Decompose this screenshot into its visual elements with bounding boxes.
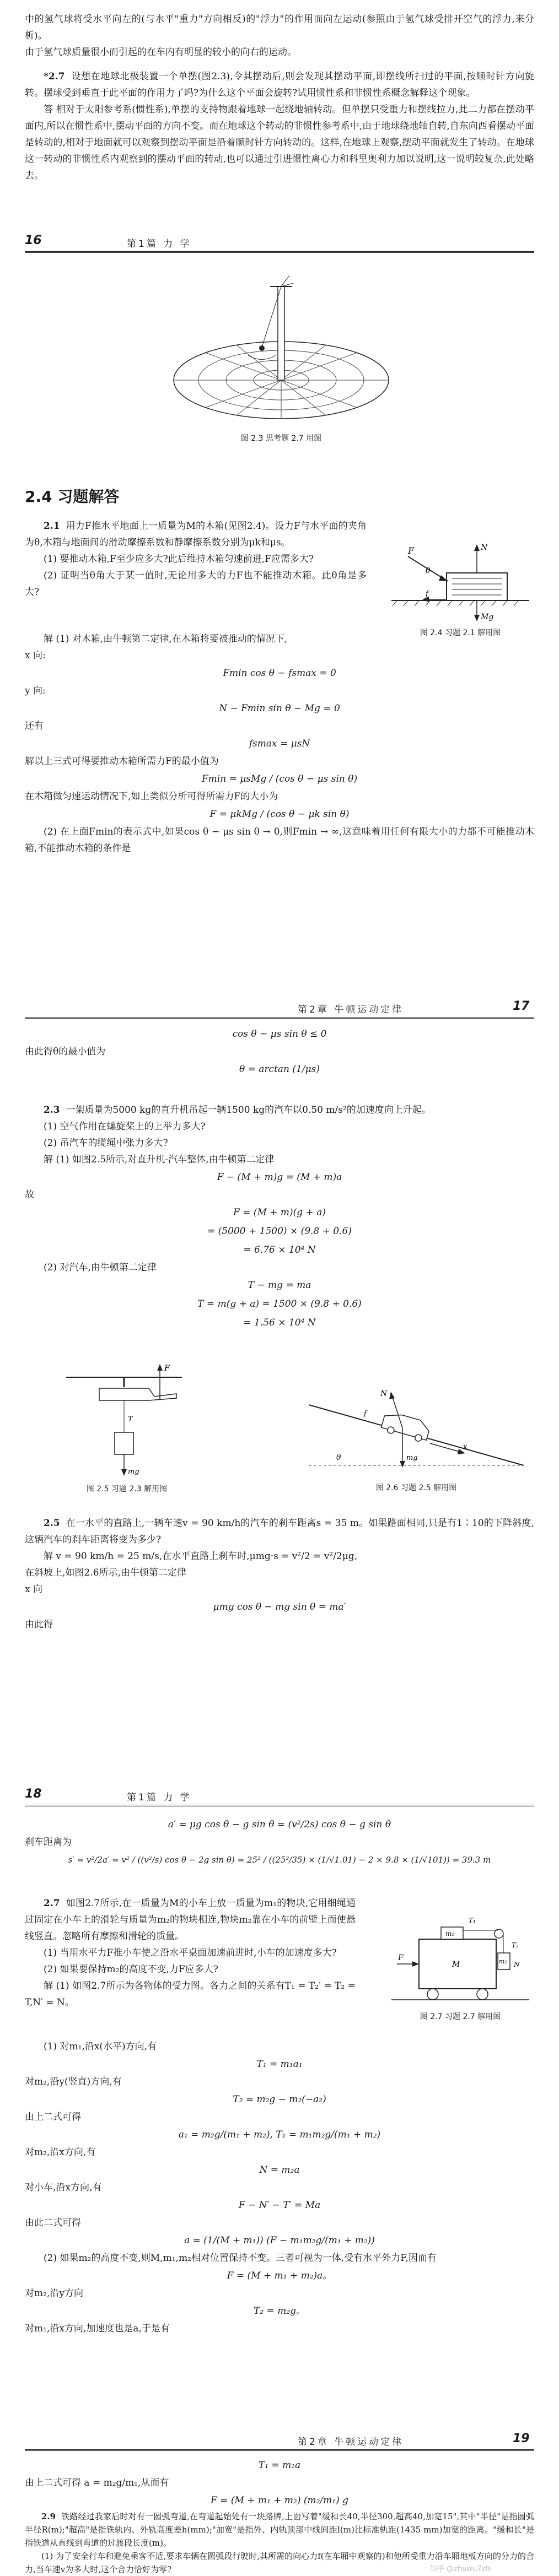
svg-text:N: N	[514, 1961, 520, 1968]
equation-15: μmg cos θ − mg sin θ = ma′	[213, 1601, 346, 1612]
box-force-diagram	[386, 534, 535, 623]
equation-27: F = (M + m₁ + m₂) (m₂/m₁) g	[210, 2495, 349, 2506]
intro-paragraph: 中的氢气球将受水平向左的(与水平"重力"方向相反)的"浮力"的作用而向左运动(参照由于氢气球受排开空气的浮力,来分析)。	[25, 14, 534, 41]
svg-text:Mg: Mg	[481, 613, 494, 621]
problem-2-3-text: 一架质量为5000 kg的直升机吊起一辆1500 kg的汽车以0.50 m/s²的加速度向上升起。	[66, 1105, 431, 1116]
equation-25: T₂ = m₂g。	[253, 2306, 306, 2317]
part-2-text: (2) 在上面Fmin的表示式中,如果cos θ − μs sin θ → 0,则Fmin → ∞,这意味着用任何有限大小的力都不可能推动木箱,不能推动木箱的条件是	[25, 826, 534, 854]
problem-2-3-statement	[25, 1102, 534, 1118]
svg-text:f: f	[364, 1410, 367, 1418]
result-text: 由上二式可得 a = m₂g/m₁,从而有	[25, 2477, 169, 2488]
therefore-label: 故	[25, 1189, 34, 1200]
page17-header	[0, 997, 559, 1019]
solution-2-7-b: (2) 如果m₂的高度不变,则M,m₁,m₂相对位置保持不变。三者可视为一体,受有水平外力F,因而有	[44, 2253, 437, 2264]
equation-3: fsmax = μsN	[249, 738, 310, 749]
problem-2-1-statement	[25, 518, 367, 551]
question-2-7-text: 设想在地球北极装置一个单摆(图2.3),令其摆动后,则会发现其摆动平面,即摆线所扫过的平面,按顺时针方向旋转。摆球受到垂直于此平面的作用力了吗?为什么这个平面会旋转?试用惯性系和非惯性系概念解释这个现象。	[25, 71, 534, 99]
page-number: 19	[513, 2432, 530, 2445]
problem-2-7-label: 2.7	[44, 1898, 60, 1909]
equation-7: θ = arctan (1/μs)	[239, 1064, 320, 1075]
problem-2-5-solution-2: 在斜坡上,如图2.6所示,由牛顿第二定律	[25, 1567, 186, 1578]
uniform-motion-text: 在木箱做匀速运动情况下,如上类似分析可得所需力F的大小为	[25, 791, 278, 802]
combine-text-2: 由此二式可得	[25, 2217, 81, 2228]
equation-22: F − N′ − T′ = Ma	[238, 2200, 321, 2211]
m2-y-direction-text: 对m₂,沿y(竖直)方向,有	[25, 2076, 122, 2087]
section-title: 2.4 习题解答	[25, 488, 120, 506]
problem-2-1-q1: (1) 要推动木箱,F至少应多大?此后维持木箱匀速前进,F应需多大?	[44, 554, 314, 565]
problem-2-3-q1: (1) 空气作用在螺旋桨上的上举力多大?	[44, 1121, 206, 1132]
running-head: 第1篇 力 学	[127, 1792, 192, 1803]
equation-18: T₁ = m₁a₁	[256, 2059, 303, 2070]
problem-2-5-text: 在一水平的直路上,一辆车速v = 90 km/h的汽车的刹车距离s = 35 m。如果路面相同,只是有1∶10的下降斜度,这辆汽车的刹车距离将变为多少?	[25, 1518, 534, 1545]
problem-2-9-text: 铁路经过我家后时对有一圆弧弯道,在弯道起始处有一块路牌,上面写着"缓和长40,半径300,超高40,加宽15",其中"半径"是指圆弧半径R(m);"超高"是指铁轨内、外轨高度差h(mm);"加宽"是指外、内轨顶部中线间距l(m)比标准轨距(1435 mm)加宽的距离。"缓和长"是指铁道从直线到弯道的过渡段长度(m)。	[25, 2512, 534, 2548]
equation-19: T₂ = m₂g − m₂(−a₂)	[233, 2094, 326, 2105]
cart-pulley-diagram	[386, 1906, 535, 2008]
intro-paragraph-2: 由于氢气球质量很小而引起的在车内有明显的较小的向右的运动。	[25, 47, 297, 58]
problem-2-5-solution-1: 解 v = 90 km/h = 25 m/s,在水平直路上刹车时,μmg·s = v²/2 = v²/2μg,	[44, 1551, 358, 1562]
page-number: 18	[25, 1787, 42, 1801]
svg-text:F: F	[164, 1364, 170, 1373]
figure-2-4	[386, 534, 535, 645]
svg-text:T₁: T₁	[469, 1917, 476, 1924]
page-number: 16	[25, 234, 42, 247]
page16-top	[0, 11, 559, 184]
question-2-7	[25, 68, 534, 101]
page16-header	[0, 231, 559, 253]
problem-2-3-label: 2.3	[44, 1105, 60, 1116]
running-head: 第2章 牛顿运动定律	[298, 1004, 404, 1015]
figure-2-6-caption: 图 2.6 习题 2.5 解用图	[375, 1484, 457, 1492]
also-label: 还有	[25, 721, 44, 732]
solution-2-7-c: 对m₂,沿y方向	[25, 2288, 83, 2299]
equation-17: s′ = v²/2a′ = v² / ((v²/s) cos θ − 2g sin θ) = 25² / ((25²/35) × (1/√1.01) − 2 × 9.8 × (1/√101)) = 39.3 m	[68, 1855, 491, 1865]
equation-5: F = μkMg / (cos θ − μk sin θ)	[209, 809, 350, 820]
cart-x-direction-text: 对小车,沿x方向,有	[25, 2182, 102, 2193]
equation-16: a′ = μg cos θ − g sin θ = (v²/2s) cos θ − g sin θ	[168, 1819, 391, 1830]
problem-2-3	[0, 1102, 559, 1332]
figure-2-6	[298, 1383, 535, 1498]
svg-text:T₂: T₂	[512, 1941, 519, 1949]
problem-2-5-label: 2.5	[44, 1518, 60, 1529]
problem-2-7-q2: (2) 如果要保持m₂的高度不变,力F应多大?	[44, 1964, 218, 1975]
problem-2-3-solution-1: 解 (1) 如图2.5所示,对直升机-汽车整体,由牛顿第二定律	[44, 1154, 275, 1165]
problem-2-9-statement	[25, 2510, 534, 2550]
equation-10: = (5000 + 1500) × (9.8 + 0.6)	[207, 1226, 352, 1237]
equation-2: N − Fmin sin θ − Mg = 0	[219, 703, 340, 714]
svg-text:θ: θ	[336, 1453, 341, 1462]
svg-text:x: x	[463, 1443, 467, 1451]
problem-2-1-q2: (2) 证明当θ角大于某一值时,无论用多大的力F也不能推动木箱。此θ角是多大?	[25, 570, 367, 598]
page18-header	[0, 1785, 559, 1807]
page19-top	[0, 2456, 559, 2576]
solution-2-7-a: (1) 对m₁,沿x(水平)方向,有	[44, 2041, 157, 2052]
theta-min-text: 由此得θ的最小值为	[25, 1046, 106, 1057]
problem-2-7-statement	[25, 1895, 356, 1945]
section-2-4	[0, 485, 559, 507]
equation-21: N = m₂a	[259, 2164, 300, 2175]
m2-x-direction-text: 对m₂,沿x方向,有	[25, 2147, 96, 2158]
problem-2-3-solution-2: (2) 对汽车,由牛顿第二定律	[44, 1262, 157, 1273]
figure-2-5-caption: 图 2.5 习题 2.3 解用图	[86, 1485, 168, 1493]
problem-2-3-q2: (2) 吊汽车的缆绳中张力多大?	[44, 1138, 168, 1149]
header-rule	[25, 2449, 534, 2451]
svg-text:F: F	[408, 545, 415, 556]
solution-2-7	[0, 2038, 559, 2337]
problem-2-5-statement	[25, 1515, 534, 1548]
figure-2-3-caption: 图 2.3 思考题 2.7 用图	[240, 434, 322, 443]
running-head: 第2章 牛顿运动定律	[298, 2437, 404, 2448]
svg-text:θ: θ	[426, 566, 431, 575]
problem-2-9-label: 2.9	[41, 2512, 56, 2521]
question-2-7-label: *2.7	[44, 71, 65, 82]
figure-2-3	[165, 264, 397, 452]
equation-1: Fmin cos θ − fsmax = 0	[223, 668, 336, 679]
equation-9: F = (M + m)(g + a)	[233, 1207, 326, 1218]
equation-24: F = (M + m₁ + m₂)a。	[227, 2270, 332, 2281]
page17-top	[0, 1025, 559, 1079]
figure-2-7-caption: 图 2.7 习题 2.7 解用图	[420, 2012, 501, 2021]
equation-12: T − mg = ma	[248, 1280, 311, 1291]
braking-distance-text: 刹车距离为	[25, 1837, 72, 1848]
equation-14: = 1.56 × 10⁴ N	[243, 1317, 316, 1328]
problem-2-1-label: 2.1	[44, 521, 60, 532]
solution-2-1	[0, 631, 559, 857]
equation-13: T = m(g + a) = 1500 × (9.8 + 0.6)	[197, 1298, 362, 1309]
svg-text:M: M	[452, 1960, 460, 1969]
solution-2-1-intro: 解 (1) 对木箱,由牛顿第二定律,在木箱将要被推动的情况下,	[44, 634, 288, 645]
problem-2-9-text-2: (1) 为了安全行车和避免乘客不适,要求车辆在圆弧段行驶时,其所需的向心力f(在车厢中观察的)和他所受重力沿车厢地板方向的分力的合力,当车速v为多大时,这个合力恰好为零?	[25, 2551, 534, 2574]
svg-text:m₂: m₂	[499, 1958, 507, 1965]
combine-text: 由上二式可得	[25, 2112, 81, 2123]
figure-2-7	[386, 1906, 535, 2027]
watermark: 知乎 @zhuwu7zhi	[430, 2565, 492, 2573]
svg-text:mg: mg	[128, 1468, 139, 1476]
solve-text: 解以上三式可得要推动木箱所需力F的最小值为	[25, 756, 219, 767]
problem-2-7-solution-intro: 解 (1) 如图2.7所示为各物体的受力图。各力之间的关系有T₁ = T₂′ = T₂ = T,N′ = N。	[25, 1980, 356, 2008]
x-direction-label: x 向:	[25, 650, 46, 661]
equation-26: T₁ = m₁a	[258, 2460, 301, 2471]
helicopter-car-diagram	[44, 1361, 209, 1479]
figure-2-4-caption: 图 2.4 习题 2.1 解用图	[420, 629, 501, 637]
svg-text:N: N	[380, 1389, 388, 1398]
problem-2-1-text: 用力F推水平地面上一质量为M的木箱(见图2.4)。设力F与水平面的夹角为θ,木箱与地面间的滑动摩擦系数和静摩擦系数分别为μk和μs。	[25, 521, 367, 548]
equation-4: Fmin = μsMg / (cos θ − μs sin θ)	[201, 773, 358, 784]
running-head: 第1篇 力 学	[127, 239, 192, 250]
svg-text:N: N	[481, 543, 488, 552]
header-rule	[25, 1805, 534, 1806]
solution-2-7-d: 对m₁,沿x方向,加速度也是a,于是有	[25, 2323, 170, 2334]
equation-8: F − (M + m)g = (M + m)a	[217, 1172, 342, 1183]
page18-top	[0, 1815, 559, 1869]
y-direction-label: y 向:	[25, 685, 46, 696]
car-slope-diagram	[298, 1383, 535, 1479]
question-2-7-answer: 答 相对于太阳参考系(惯性系),单摆的支持物跟着地球一起绕地轴转动。但单摆只受重力和摆线拉力,此二力都在摆动平面内,所以在惯性系中,摆动平面的方向不变。而在地球这个转动的非惯性参考系中,由于地球绕地轴自转,自东向西看摆动平面是转动的,相对于地面就可以观察到摆动平面是沿着顺时针方向转动的。这样,在地球上观察,摆动平面就发生了转动。在地球这一转动的非惯性系内观察到的摆动平面的转动,也可以通过引进惯性离心力和科里奥利力加以说明,这一说明较复杂,此处略去。	[25, 104, 534, 181]
page-number: 17	[513, 999, 530, 1013]
globe-pendulum-illustration	[165, 264, 397, 430]
equation-6: cos θ − μs sin θ ≤ 0	[232, 1029, 327, 1040]
page19-header	[0, 2429, 559, 2451]
svg-text:m₁: m₁	[445, 1930, 455, 1938]
thus-label: 由此得	[25, 1619, 53, 1630]
svg-text:mg: mg	[406, 1454, 418, 1462]
figure-2-5	[44, 1361, 209, 1498]
equation-23: a = (1/(M + m₁)) (F − m₁m₂g/(m₁ + m₂))	[184, 2235, 375, 2246]
header-rule	[25, 1017, 534, 1019]
equation-11: = 6.76 × 10⁴ N	[243, 1244, 316, 1255]
svg-text:F: F	[398, 1953, 404, 1962]
svg-text:f: f	[426, 590, 428, 598]
problem-2-5	[0, 1515, 559, 1633]
x-direction-label-2: x 向	[25, 1584, 42, 1595]
equation-20: a₁ = m₂g/(m₁ + m₂), T₁ = m₁m₂g/(m₁ + m₂)	[178, 2129, 381, 2140]
header-rule	[25, 251, 534, 253]
problem-2-7-q1: (1) 当用水平力F推小车使之沿水平桌面加速前进时,小车的加速度多大?	[44, 1947, 337, 1958]
problem-2-7-text: 如图2.7所示,在一质量为M的小车上放一质量为m₁的物块,它用细绳通过固定在小车上的滑轮与质量为m₂的物块相连,物块m₂靠在小车的前壁上而使悬线竖直。忽略所有摩擦和滑轮的质量。	[25, 1898, 356, 1942]
svg-text:T: T	[128, 1415, 133, 1424]
